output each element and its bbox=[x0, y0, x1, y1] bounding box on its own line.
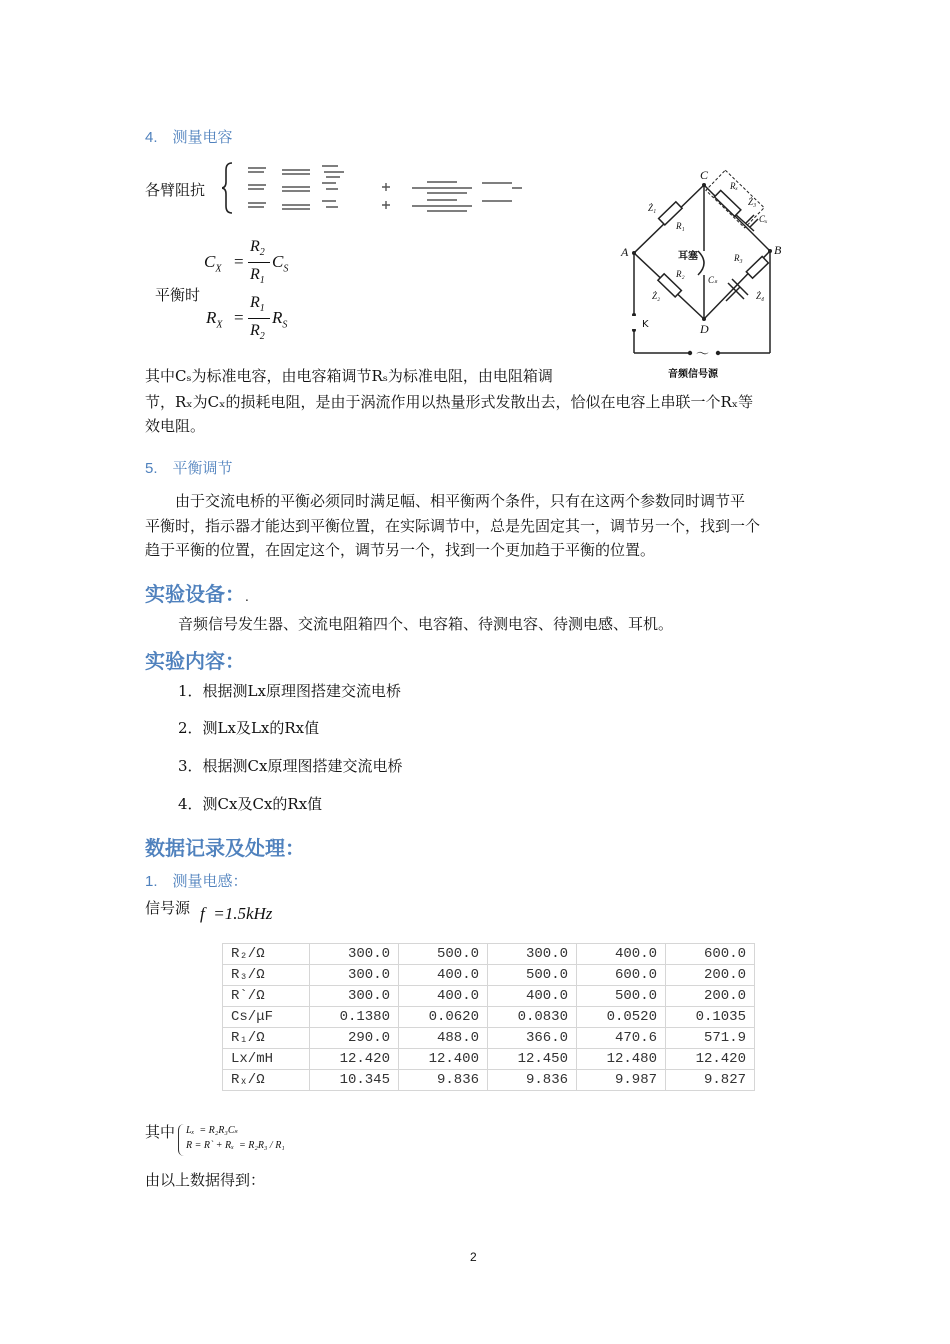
impedance-formulas-graphic bbox=[222, 160, 532, 216]
row-label: Cs/μF bbox=[223, 1007, 310, 1028]
section-5-line-2: 平衡时，指示器才能达到平衡位置，在实际调节中，总是先固定其一，调节另一个，找到一个 bbox=[145, 517, 761, 535]
table-cell: 12.400 bbox=[399, 1049, 488, 1070]
row-label: R`/Ω bbox=[223, 986, 310, 1007]
table-cell: 470.6 bbox=[577, 1028, 666, 1049]
label-z2: Ż₂ bbox=[652, 291, 661, 301]
label-tilde: ～ bbox=[696, 347, 710, 362]
signal-frequency: f =1.5kHz bbox=[200, 904, 273, 923]
section-5-line-3: 趋于平衡的位置，在固定这个，调节另一个，找到一个更加趋于平衡的位置。 bbox=[145, 541, 656, 559]
section-5-heading: 5. 平衡调节 bbox=[145, 460, 233, 477]
table-cell: 0.0830 bbox=[488, 1007, 577, 1028]
section-4-para-line-1: 其中Cₛ为标准电容，由电容箱调节Rₛ为标准电阻，由电阻箱调 bbox=[145, 367, 553, 385]
row-label: R₃/Ω bbox=[223, 965, 310, 986]
where-formula-2: R = R` + Rₓ = R₂R₃ / R₁ bbox=[186, 1140, 285, 1151]
row-label: Rₓ/Ω bbox=[223, 1070, 310, 1091]
table-cell: 488.0 bbox=[399, 1028, 488, 1049]
balance-label: 平衡时 bbox=[155, 286, 201, 304]
row-label: R₁/Ω bbox=[223, 1028, 310, 1049]
table-cell: 10.345 bbox=[310, 1070, 399, 1091]
table-cell: 400.0 bbox=[488, 986, 577, 1007]
eq-rx-equals: = bbox=[234, 308, 244, 327]
content-item-3: 3．根据测Cx原理图搭建交流电桥 bbox=[178, 757, 403, 775]
label-r3: R₃ bbox=[734, 253, 743, 263]
table-cell: 400.0 bbox=[577, 944, 666, 965]
data-sub-heading: 1. 测量电感： bbox=[145, 873, 248, 890]
table-row bbox=[223, 1049, 755, 1070]
table-row bbox=[223, 1028, 755, 1049]
table-cell: 200.0 bbox=[666, 986, 755, 1007]
eq-cx-equals: = bbox=[234, 252, 244, 271]
eq-cx-lhs: $C_X$ bbox=[204, 252, 222, 275]
data-heading: 数据记录及处理： bbox=[145, 836, 305, 860]
eq-rx-lhs: $R_X$ bbox=[206, 308, 223, 331]
circuit-caption: 音频信号源 bbox=[668, 369, 718, 380]
table-cell: 300.0 bbox=[488, 944, 577, 965]
section-4-heading: 4. 测量电容 bbox=[145, 129, 233, 146]
label-k: K bbox=[642, 319, 649, 330]
bridge-circuit-diagram bbox=[618, 165, 788, 385]
table-row bbox=[223, 965, 755, 986]
equipment-text: 音频信号发生器、交流电阻箱四个、电容箱、待测电容、待测电感、耳机。 bbox=[178, 615, 674, 633]
label-z3: Ż₃ bbox=[748, 197, 757, 207]
section-4-para-line-3: 效电阻。 bbox=[145, 417, 206, 435]
table-cell: 366.0 bbox=[488, 1028, 577, 1049]
table-cell: 500.0 bbox=[399, 944, 488, 965]
table-cell: 12.450 bbox=[488, 1049, 577, 1070]
where-brace bbox=[178, 1124, 185, 1156]
content-item-1: 1．根据测Lx原理图搭建交流电桥 bbox=[178, 682, 401, 700]
row-label: Lx/mH bbox=[223, 1049, 310, 1070]
table-cell: 12.480 bbox=[577, 1049, 666, 1070]
section-4-para-line-2: 节，Rₓ为Cₓ的损耗电阻，是由于涡流作用以热量形式发散出去，恰似在电容上串联一个Rₓ等 bbox=[145, 393, 754, 411]
where-formula-1: Lₓ = R₂R₃Cₛ bbox=[186, 1125, 238, 1136]
table-cell: 200.0 bbox=[666, 965, 755, 986]
table-cell: 400.0 bbox=[399, 965, 488, 986]
label-rx: Rₓ bbox=[730, 181, 739, 191]
eq-rx-numerator: $R_1$ bbox=[250, 294, 265, 315]
label-z4: Ż₄ bbox=[756, 291, 765, 301]
table-cell: 9.836 bbox=[488, 1070, 577, 1091]
label-earphone: 耳塞 bbox=[678, 251, 698, 262]
table-cell: 9.836 bbox=[399, 1070, 488, 1091]
eq-cx-rhs: $C_S$ bbox=[272, 252, 289, 275]
measurement-table bbox=[222, 943, 755, 1091]
label-cx: Cₓ bbox=[759, 214, 768, 224]
page-number: 2 bbox=[470, 1250, 477, 1264]
table-cell: 600.0 bbox=[577, 965, 666, 986]
table-cell: 571.9 bbox=[666, 1028, 755, 1049]
table-cell: 300.0 bbox=[310, 944, 399, 965]
label-cs: Cₛ bbox=[708, 275, 718, 285]
label-r1: R₁ bbox=[676, 221, 685, 231]
conclusion-text: 由以上数据得到： bbox=[145, 1171, 266, 1189]
eq-cx-numerator: $R_2$ bbox=[250, 238, 265, 259]
table-cell: 0.0620 bbox=[399, 1007, 488, 1028]
table-cell: 12.420 bbox=[310, 1049, 399, 1070]
label-r2: R₂ bbox=[676, 269, 685, 279]
table-cell: 9.827 bbox=[666, 1070, 755, 1091]
node-b: B bbox=[774, 243, 782, 257]
where-label: 其中 bbox=[145, 1123, 176, 1141]
eq-rx-denominator: $R_2$ bbox=[250, 322, 265, 343]
section-5-line-1: 由于交流电桥的平衡必须同时满足幅、相平衡两个条件，只有在这两个参数同时调节平 bbox=[175, 492, 746, 510]
row-label: R₂/Ω bbox=[223, 944, 310, 965]
node-c: C bbox=[700, 168, 709, 182]
table-cell: 9.987 bbox=[577, 1070, 666, 1091]
eq-cx-fraction-bar bbox=[248, 262, 270, 263]
table-cell: 0.1380 bbox=[310, 1007, 399, 1028]
table-cell: 600.0 bbox=[666, 944, 755, 965]
table-row bbox=[223, 1007, 755, 1028]
label-z1: Ż₁ bbox=[648, 203, 657, 213]
table-row bbox=[223, 986, 755, 1007]
equipment-heading: 实验设备：. bbox=[145, 582, 249, 606]
table-cell: 300.0 bbox=[310, 986, 399, 1007]
table-cell: 290.0 bbox=[310, 1028, 399, 1049]
content-heading: 实验内容： bbox=[145, 649, 245, 673]
eq-cx-denominator: $R_1$ bbox=[250, 266, 265, 287]
content-item-2: 2．测Lx及Lx的Rx值 bbox=[178, 719, 320, 737]
node-d: D bbox=[700, 322, 709, 336]
table-cell: 500.0 bbox=[577, 986, 666, 1007]
eq-rx-fraction-bar bbox=[248, 318, 270, 319]
eq-rx-rhs: $R_S$ bbox=[272, 308, 288, 331]
impedance-label: 各臂阻抗 bbox=[145, 181, 206, 199]
table-cell: 400.0 bbox=[399, 986, 488, 1007]
table-row bbox=[223, 1070, 755, 1091]
table-row bbox=[223, 944, 755, 965]
table-cell: 0.1035 bbox=[666, 1007, 755, 1028]
content-item-4: 4．测Cx及Cx的Rx值 bbox=[178, 795, 323, 813]
signal-source-label: 信号源 bbox=[145, 899, 191, 917]
table-cell: 0.0520 bbox=[577, 1007, 666, 1028]
table-cell: 500.0 bbox=[488, 965, 577, 986]
table-cell: 300.0 bbox=[310, 965, 399, 986]
node-a: A bbox=[621, 245, 629, 259]
table-cell: 12.420 bbox=[666, 1049, 755, 1070]
